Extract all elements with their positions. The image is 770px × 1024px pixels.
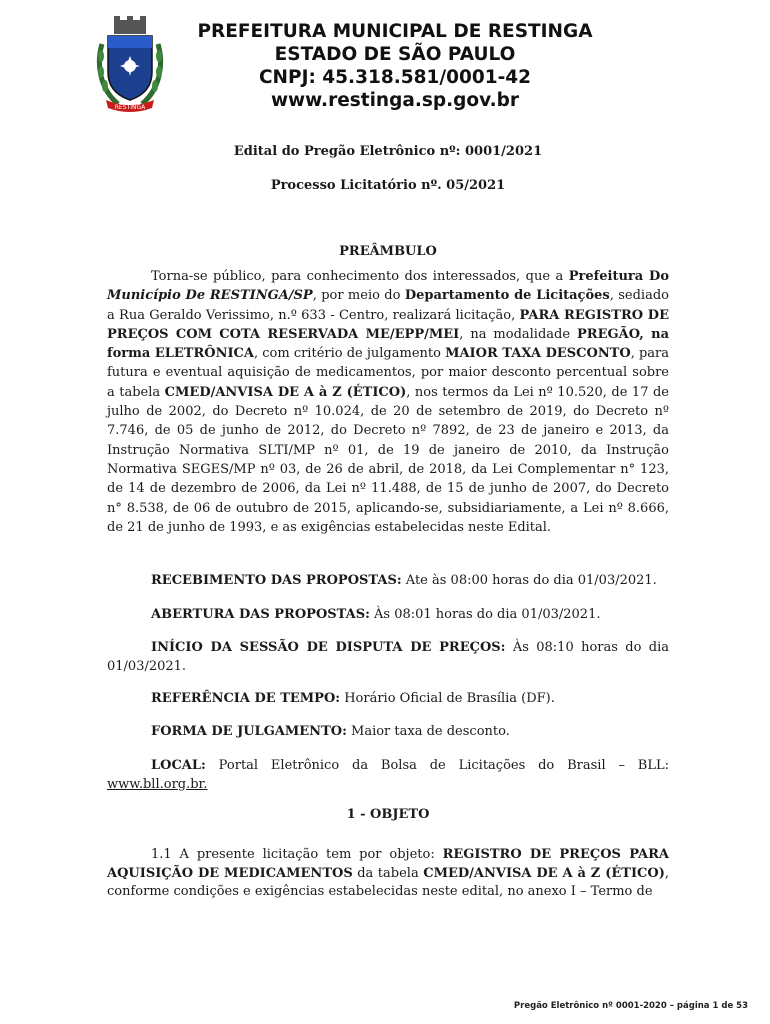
bold-span: PREGÃO, na forma ELETRÔNICA <box>107 326 670 362</box>
bold-span: Departamento de Licitações <box>404 288 610 304</box>
municipality-name: PREFEITURA MUNICIPAL DE RESTINGA <box>197 21 593 42</box>
item-label: INÍCIO DA SESSÃO DE DISPUTA DE PREÇOS: <box>151 640 506 655</box>
preambulo-title: PREÂMBULO <box>339 244 437 259</box>
text-span: , conforme condições e exigências estabelecidas neste edital, no anexo I – Termo de <box>107 865 669 899</box>
coat-of-arms-icon <box>96 14 164 114</box>
text-span: , com critério de julgamento <box>253 346 446 362</box>
processo-title: Processo Licitatório nº. 05/2021 <box>270 178 506 193</box>
cnpj: CNPJ: 45.318.581/0001-42 <box>258 67 532 88</box>
bold-span: Prefeitura Do <box>568 269 669 284</box>
bold-span: CMED/ANVISA DE A à Z (ÉTICO) <box>164 384 407 400</box>
state-name: ESTADO DE SÃO PAULO <box>274 44 516 65</box>
bold-italic-span: Município De RESTINGA/SP <box>107 288 313 304</box>
text-span: , nos termos da Lei nº 10.520, de 17 de julho de 2002, do Decreto nº 10.024, de 20 de setembro de 2019, do Decreto nº 7.746, de 05 de junho de 2012, do Decreto nº 7892, de 23 de janeiro e 2013, da Instrução Normativa SLTI/MP nº 01, de 19 de janeiro de 2010, da Instrução Normativa SEGES/MP nº 03, de 26 de abril, de 2018, da Lei Complementar n° 123, de 14 de dezembro de 2006, da Lei nº 11.488, de 15 de junho de 2007, do Decreto n° 8.538, de 06 de outubro de 2015, aplicando-se, subsidiariamente, a Lei nº 8.666, de 21 de junho de 1993, e as exigências estabelecidas neste Edital. <box>107 384 669 535</box>
bold-span: MAIOR TAXA DESCONTO <box>445 346 631 362</box>
item-label: FORMA DE JULGAMENTO: <box>151 724 347 739</box>
inicio-line <box>107 639 669 676</box>
text-span: , sediado a Rua Geraldo Verissimo, n.º 633 - Centro, realizará licitação, <box>107 288 669 323</box>
recebimento-line <box>107 572 669 591</box>
item-value: Às 08:10 horas do dia 01/03/2021. <box>107 640 670 674</box>
local-line <box>107 757 669 794</box>
bold-span: CMED/ANVISA DE A à Z (ÉTICO) <box>423 865 665 881</box>
website-link[interactable]: www.restinga.sp.gov.br <box>270 90 520 111</box>
bold-span: REGISTRO DE PREÇOS PARA AQUISIÇÃO DE MEDICAMENTOS <box>107 847 669 881</box>
item-value: Às 08:01 horas do dia 01/03/2021. <box>369 607 601 622</box>
item-value: Portal Eletrônico da Bolsa de Licitações do Brasil – BLL: <box>205 758 669 773</box>
text-span: , na modalidade <box>459 326 578 342</box>
text-span: A presente licitação tem por objeto: <box>171 847 443 862</box>
item-value: Horário Oficial de Brasília (DF). <box>340 691 555 706</box>
item-label: RECEBIMENTO DAS PROPOSTAS: <box>151 573 402 588</box>
forma-line <box>107 723 669 742</box>
text-span: Torna-se público, para conhecimento dos interessados, que a <box>151 269 569 284</box>
referencia-line <box>107 690 669 709</box>
item-label: LOCAL: <box>151 758 206 773</box>
page-footer: Pregão Eletrônico nº 0001-2020 – página 1 de 53 <box>513 1001 748 1011</box>
bll-link[interactable]: www.bll.org.br. <box>107 776 208 792</box>
edital-title: Edital do Pregão Eletrônico nº: 0001/2021 <box>233 144 543 159</box>
text-span: , por meio do <box>312 288 405 304</box>
item-value: Ate às 08:00 horas do dia 01/03/2021. <box>401 573 657 588</box>
section-1-1-paragraph <box>107 846 669 902</box>
section-1-title: 1 - OBJETO <box>346 807 430 822</box>
preambulo-paragraph <box>107 267 669 537</box>
item-label: REFERÊNCIA DE TEMPO: <box>151 691 341 706</box>
text-span: da tabela <box>352 865 424 881</box>
crest-ribbon-text: RESTINGA <box>114 104 146 111</box>
clause-number: 1.1 <box>151 847 172 862</box>
abertura-line <box>107 606 669 625</box>
item-label: ABERTURA DAS PROPOSTAS: <box>151 607 370 622</box>
text-span: , para futura e eventual aquisição de medicamentos, por maior desconto percentual sobre a tabela <box>107 346 670 400</box>
letterhead <box>190 20 600 112</box>
item-value: Maior taxa de desconto. <box>346 724 510 739</box>
bold-span: PARA REGISTRO DE PREÇOS COM COTA RESERVADA ME/EPP/MEI <box>107 307 669 342</box>
